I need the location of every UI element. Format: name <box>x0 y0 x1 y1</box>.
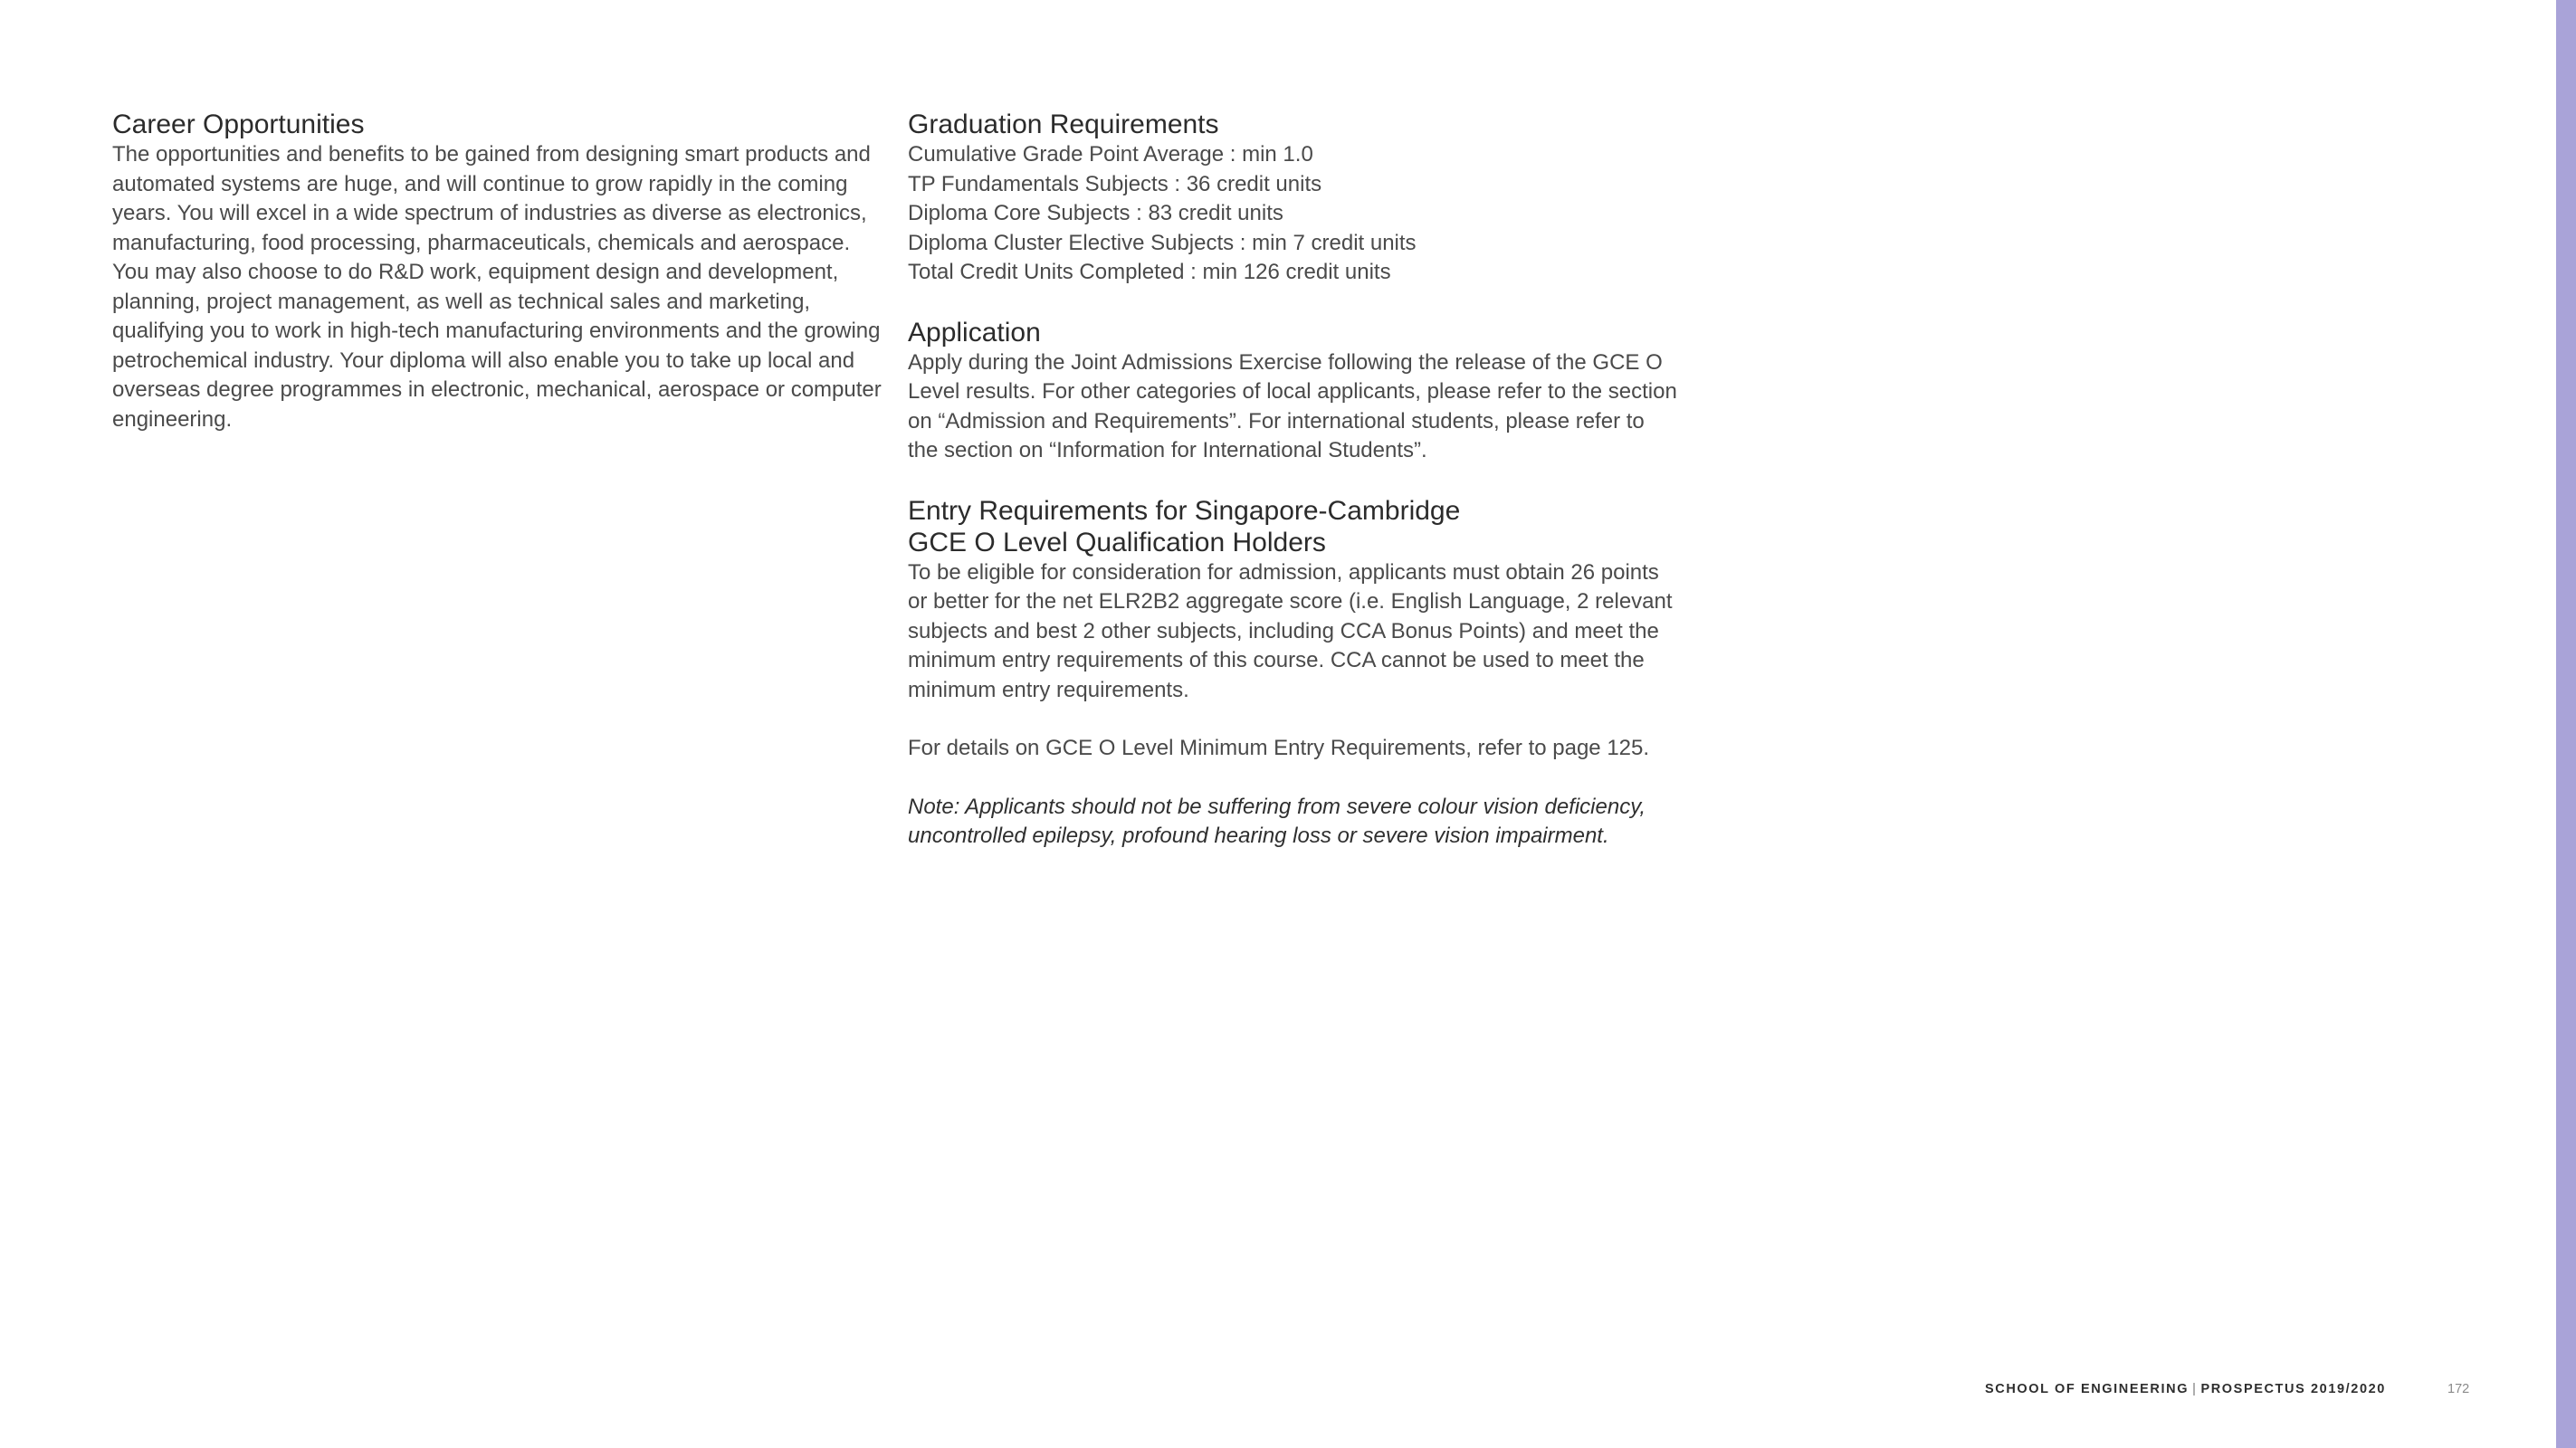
application-body: Apply during the Joint Admissions Exercise following the release of the GCE O Level results. For other categories of local applicants, please refer to the section on “Admission and Requirements”. For international students, please refer to the section on “Information for International Students”. <box>908 349 1677 462</box>
career-opportunities-section <box>112 109 882 434</box>
entry-requirements-body: To be eligible for consideration for admission, applicants must obtain 26 points or better for the net ELR2B2 aggregate score (i.e. English Language, 2 relevant subjects and best 2 other subjects, including CCA Bonus Points) and meet the minimum entry requirements of this course. CCA cannot be used to meet the minimum entry requirements. <box>908 559 1673 702</box>
application-section <box>908 317 1677 466</box>
page-footer <box>1985 1382 2386 1396</box>
requirement-item: Diploma Core Subjects : 83 credit units <box>908 201 1283 225</box>
career-opportunities-body: The opportunities and benefits to be gained from designing smart products and automated systems are huge, and will continue to grow rapidly in the coming years. You will excel in a wide spectrum of industries as diverse as electronics, manufacturing, food processing, pharmaceuticals, chemicals and aerospace. You may also choose to do R&D work, equipment design and development, planning, project management, as well as technical sales and marketing, qualifying you to work in high-tech manufacturing environments and the growing petrochemical industry. Your diploma will also enable you to take up local and overseas degree programmes in electronic, mechanical, aerospace or computer engineering. <box>112 142 882 432</box>
left-column <box>112 109 882 463</box>
footer-separator: | <box>2192 1382 2198 1396</box>
entry-requirements-heading-line2: GCE O Level Qualification Holders <box>908 527 1326 557</box>
entry-requirements-section <box>908 495 1677 852</box>
right-column <box>908 109 1677 881</box>
entry-requirements-details: For details on GCE O Level Minimum Entry Requirements, refer to page 125. <box>908 736 1650 760</box>
page-number: 172 <box>2447 1382 2470 1396</box>
requirement-item: TP Fundamentals Subjects : 36 credit units <box>908 171 1322 196</box>
career-opportunities-heading: Career Opportunities <box>112 110 365 139</box>
entry-requirements-heading-line1: Entry Requirements for Singapore-Cambridge <box>908 495 1461 526</box>
requirement-item: Cumulative Grade Point Average : min 1.0 <box>908 142 1313 167</box>
requirement-item: Diploma Cluster Elective Subjects : min 7 credit units <box>908 230 1417 255</box>
graduation-requirements-list <box>908 140 1677 288</box>
graduation-requirements-section <box>908 109 1677 288</box>
footer-school: SCHOOL OF ENGINEERING <box>1985 1382 2190 1396</box>
application-heading: Application <box>908 317 1041 348</box>
entry-requirements-note: Note: Applicants should not be suffering from severe colour vision deficiency, uncontrolled epilepsy, profound hearing loss or severe vision impairment. <box>908 794 1646 848</box>
graduation-requirements-heading: Graduation Requirements <box>908 110 1219 139</box>
requirement-item: Total Credit Units Completed : min 126 credit units <box>908 260 1391 284</box>
paragraph-spacer <box>908 705 1677 734</box>
accent-bar <box>2556 0 2576 1448</box>
paragraph-spacer <box>908 764 1677 793</box>
footer-prospectus: PROSPECTUS 2019/2020 <box>2200 1382 2386 1396</box>
